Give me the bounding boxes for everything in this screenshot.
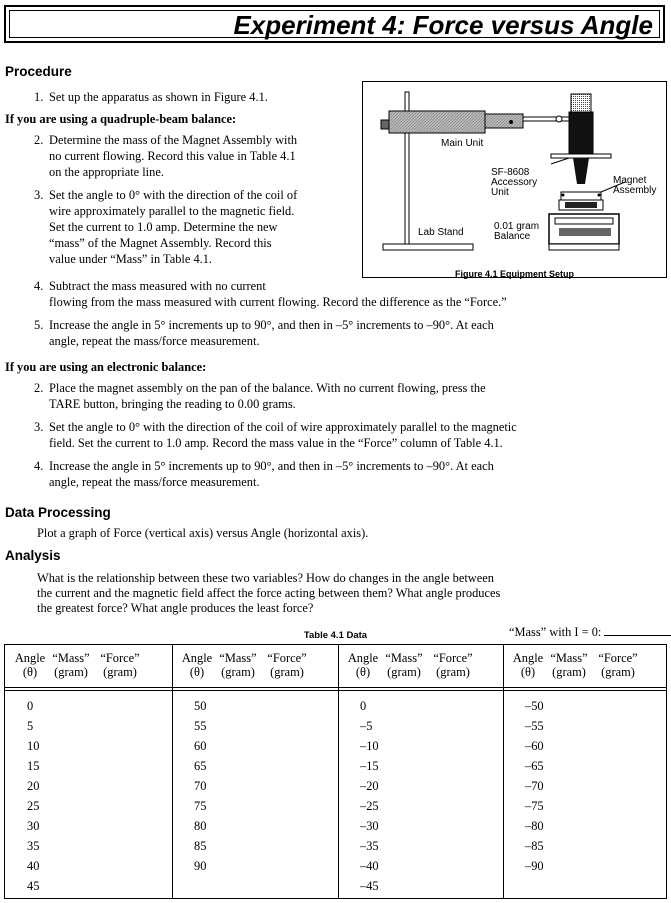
step-line: TARE button, bringing the reading to 0.00 grams. xyxy=(49,397,296,411)
label-accessory-unit xyxy=(491,168,537,198)
label-line: Unit xyxy=(491,187,509,198)
step-text xyxy=(49,279,507,311)
figure-caption: Figure 4.1 Equipment Setup xyxy=(454,269,574,279)
angle-cell: 50 xyxy=(194,699,207,713)
step-line: Subtract the mass measured with no current xyxy=(49,279,266,293)
step-number: 2. xyxy=(34,381,44,395)
step-number: 4. xyxy=(34,459,44,473)
label-line: Magnet xyxy=(613,175,647,186)
analysis-line: What is the relationship between these two variables? How do changes in the angle between xyxy=(37,571,494,585)
step-text xyxy=(49,381,486,413)
angle-cell: 60 xyxy=(194,739,207,753)
step-line: on the appropriate line. xyxy=(49,165,164,179)
step-line: “mass” of the Magnet Assembly. Record this xyxy=(49,236,272,250)
table-column-divider xyxy=(338,645,339,898)
data-processing-text: Plot a graph of Force (vertical axis) versus Angle (horizontal axis). xyxy=(37,526,369,540)
angle-cell: –65 xyxy=(525,759,544,773)
analysis-line: the current and the magnetic field affect the force acting between them? What angle produces xyxy=(37,586,501,600)
force-header: “Force” (gram) xyxy=(267,651,307,679)
step-line: Set the angle to 0° with the direction of the coil of xyxy=(49,188,298,202)
analysis-heading: Analysis xyxy=(5,548,61,563)
angle-cell: 0 xyxy=(27,699,34,713)
label-line: Assembly xyxy=(613,185,657,196)
page-title: Experiment 4: Force versus Angle xyxy=(233,10,653,40)
angle-cell: 80 xyxy=(194,819,207,833)
step-line: wire approximately parallel to the magnetic field. xyxy=(49,204,295,218)
quad-balance-heading: If you are using a quadruple-beam balance: xyxy=(5,112,237,126)
label-main-unit: Main Unit xyxy=(441,138,484,149)
step-number: 1. xyxy=(34,90,44,104)
mass-header: “Mass” (gram) xyxy=(52,651,90,679)
mass-header: “Mass” (gram) xyxy=(385,651,423,679)
force-header: “Force” (gram) xyxy=(433,651,473,679)
page-header xyxy=(4,5,665,43)
step-line: Set the current to 1.0 amp. Determine the new xyxy=(49,220,278,234)
angle-cell: –25 xyxy=(360,799,379,813)
angle-cell: 55 xyxy=(194,719,207,733)
analysis-text xyxy=(37,571,500,616)
step-text xyxy=(49,318,494,350)
step-line: Determine the mass of the Magnet Assembly with xyxy=(49,133,298,147)
angle-cell: 45 xyxy=(27,879,40,893)
angle-cell: –60 xyxy=(525,739,544,753)
step-number: 3. xyxy=(34,188,44,202)
angle-cell: –55 xyxy=(525,719,544,733)
angle-cell: 30 xyxy=(27,819,40,833)
procedure-heading: Procedure xyxy=(5,64,72,79)
step-line: angle, repeat the mass/force measurement. xyxy=(49,475,260,489)
step-line: Increase the angle in 5° increments up to 90°, and then in –5° increments to –90°. At each xyxy=(49,459,494,473)
label-magnet-assembly xyxy=(613,176,656,196)
label-line: Balance xyxy=(494,231,531,242)
step-number: 5. xyxy=(34,318,44,332)
step-number: 3. xyxy=(34,420,44,434)
step-number: 2. xyxy=(34,133,44,147)
angle-cell: –10 xyxy=(360,739,379,753)
mass-header: “Mass” (gram) xyxy=(550,651,588,679)
angle-cell: –20 xyxy=(360,779,379,793)
angle-header: Angle (θ) xyxy=(14,651,46,679)
angle-cell: 5 xyxy=(27,719,34,733)
label-balance xyxy=(494,222,539,242)
label-line: 0.01 gram xyxy=(494,221,540,232)
step-number: 4. xyxy=(34,279,44,293)
step-text xyxy=(49,420,517,452)
table-header-rule xyxy=(5,690,666,691)
mass-zero-label: “Mass” with I = 0: xyxy=(509,625,602,639)
angle-cell: –80 xyxy=(525,819,544,833)
step-text: Set up the apparatus as shown in Figure 4.1. xyxy=(49,90,268,104)
angle-cell: 85 xyxy=(194,839,207,853)
angle-cell: –30 xyxy=(360,819,379,833)
angle-cell: 75 xyxy=(194,799,207,813)
step-line: Set the angle to 0° with the direction of the coil of wire approximately parallel to the magnetic xyxy=(49,420,517,434)
table-header-rule xyxy=(5,687,666,688)
step-line: value under “Mass” in Table 4.1. xyxy=(49,252,213,266)
angle-cell: 35 xyxy=(27,839,40,853)
data-table xyxy=(4,644,667,899)
angle-cell: 65 xyxy=(194,759,207,773)
angle-cell: –35 xyxy=(360,839,379,853)
angle-cell: 20 xyxy=(27,779,40,793)
analysis-line: the greatest force? What angle produces the least force? xyxy=(37,601,314,615)
step-line: Increase the angle in 5° increments up to 90°, and then in –5° increments to –90°. At each xyxy=(49,318,494,332)
step-line: no current flowing. Record this value in Table 4.1 xyxy=(49,149,296,163)
mass-header: “Mass” (gram) xyxy=(219,651,257,679)
step-text xyxy=(49,459,494,491)
angle-cell: 70 xyxy=(194,779,207,793)
angle-cell: –90 xyxy=(525,859,544,873)
electronic-balance-heading: If you are using an electronic balance: xyxy=(5,360,207,374)
angle-cell: –70 xyxy=(525,779,544,793)
angle-cell: 10 xyxy=(27,739,40,753)
step-line: flowing from the mass measured with current flowing. Record the difference as the “Force.” xyxy=(49,295,507,309)
table-column-divider xyxy=(503,645,504,898)
step-line: field. Set the current to 1.0 amp. Record the mass value in the “Force” column of Table 4.1. xyxy=(49,436,503,450)
label-line: SF-8608 xyxy=(491,167,530,178)
angle-cell: –15 xyxy=(360,759,379,773)
angle-header: Angle (θ) xyxy=(512,651,544,679)
label-lab-stand: Lab Stand xyxy=(418,227,464,238)
angle-cell: 25 xyxy=(27,799,40,813)
angle-header: Angle (θ) xyxy=(347,651,379,679)
angle-cell: –75 xyxy=(525,799,544,813)
data-processing-heading: Data Processing xyxy=(5,505,111,520)
step-line: Place the magnet assembly on the pan of the balance. With no current flowing, press the xyxy=(49,381,486,395)
angle-cell: 15 xyxy=(27,759,40,773)
angle-cell: –50 xyxy=(525,699,544,713)
angle-cell: 0 xyxy=(360,699,367,713)
force-header: “Force” (gram) xyxy=(100,651,140,679)
label-line: Accessory xyxy=(491,177,538,188)
angle-cell: 40 xyxy=(27,859,40,873)
table-column-divider xyxy=(172,645,173,898)
step-text xyxy=(49,188,297,268)
angle-cell: –40 xyxy=(360,859,379,873)
table-caption: Table 4.1 Data xyxy=(303,630,368,641)
angle-cell: –5 xyxy=(360,719,373,733)
angle-cell: –85 xyxy=(525,839,544,853)
equipment-figure xyxy=(362,81,667,278)
step-line: angle, repeat the mass/force measurement. xyxy=(49,334,260,348)
angle-cell: 90 xyxy=(194,859,207,873)
step-text xyxy=(49,133,297,181)
force-header: “Force” (gram) xyxy=(598,651,638,679)
angle-header: Angle (θ) xyxy=(181,651,213,679)
angle-cell: –45 xyxy=(360,879,379,893)
